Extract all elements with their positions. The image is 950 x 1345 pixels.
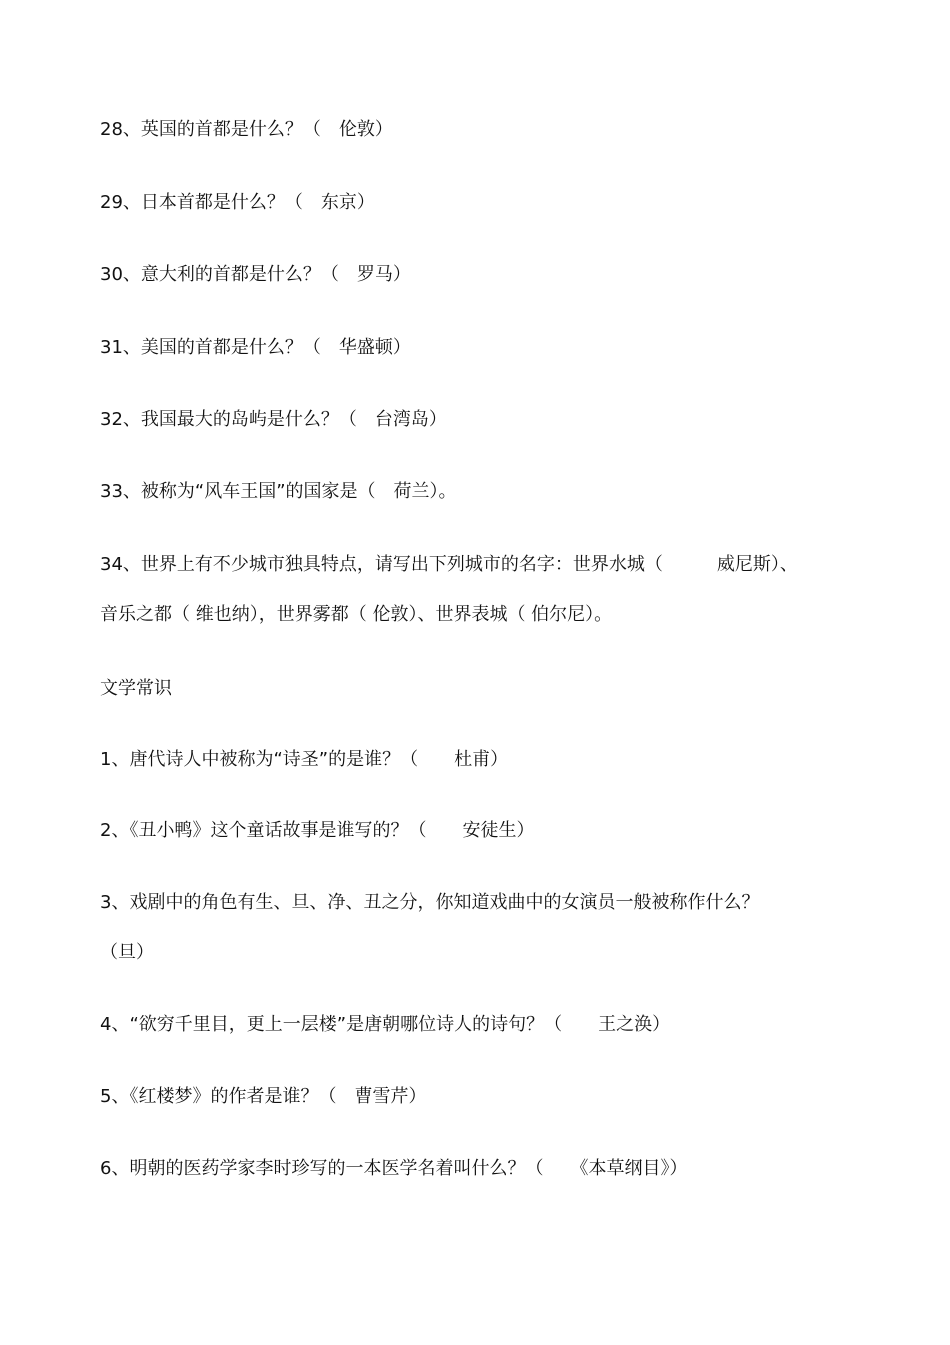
literature-question-6: 6、明朝的医药学家李时珍写的一本医学名着叫什么？（ 《本草纲目》） xyxy=(100,1158,688,1179)
question-31: 31、美国的首都是什么？（ 华盛顿） xyxy=(100,337,411,358)
question-29: 29、日本首都是什么？（ 东京） xyxy=(100,192,375,213)
literature-question-4: 4、“欲穷千里目，更上一层楼”是唐朝哪位诗人的诗句？（ 王之涣） xyxy=(100,1014,671,1035)
question-34-line-2: 音乐之都（ 维也纳），世界雾都（ 伦敦）、世界表城（ 伯尔尼）。 xyxy=(100,604,613,625)
question-28: 28、英国的首都是什么？（ 伦敦） xyxy=(100,119,393,140)
question-32: 32、我国最大的岛屿是什么？（ 台湾岛） xyxy=(100,409,447,430)
literature-question-1: 1、唐代诗人中被称为“诗圣”的是谁？（ 杜甫） xyxy=(100,749,509,770)
literature-question-5: 5、《红楼梦》的作者是谁？（ 曹雪芹） xyxy=(100,1086,427,1107)
literature-question-3-answer: （旦） xyxy=(100,942,154,963)
question-33: 33、被称为“风车王国”的国家是（ 荷兰）。 xyxy=(100,481,457,502)
question-34-line-1: 34、世界上有不少城市独具特点，请写出下列城市的名字：世界水城（ 威尼斯）、 xyxy=(100,554,798,575)
section-heading-literature: 文学常识 xyxy=(100,678,172,699)
question-30: 30、意大利的首都是什么？（ 罗马） xyxy=(100,264,411,285)
literature-question-2: 2、《丑小鸭》这个童话故事是谁写的？（ 安徒生） xyxy=(100,820,535,841)
literature-question-3-line-1: 3、戏剧中的角色有生、旦、净、丑之分，你知道戏曲中的女演员一般被称作什么？ xyxy=(100,892,760,913)
